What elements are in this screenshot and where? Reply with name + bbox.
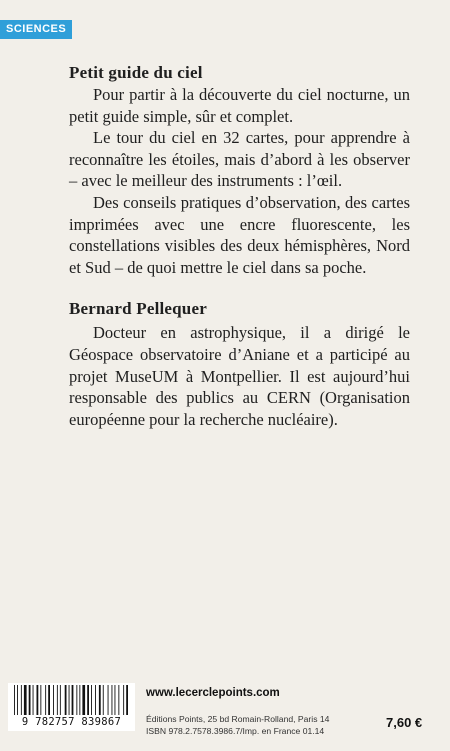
barcode-bar [91, 685, 92, 717]
barcode-bar [126, 685, 128, 717]
author-name-heading: Bernard Pellequer [69, 299, 207, 319]
isbn-line: ISBN 978.2.7578.3986.7/Imp. en France 01.14 [146, 726, 325, 736]
back-cover-footer [0, 683, 450, 751]
barcode-bar [118, 685, 119, 717]
barcode-bar [60, 685, 61, 717]
barcode-bar [45, 685, 46, 717]
barcode-bar [79, 685, 80, 717]
barcode-bar [99, 685, 101, 717]
publisher-info [146, 713, 329, 737]
author-bio-paragraph: Docteur en astrophysique, il a dirigé le Géospace observatoire d’Aniane et a participé au projet MuseUM à Montpellier. Il est aujourd’hui responsable des publics au CERN (Organisation européenne pour la recherche nucléaire). [69, 323, 410, 429]
barcode-bar [115, 685, 116, 717]
barcode-bar [65, 685, 67, 717]
price: 7,60 € [386, 715, 423, 730]
barcode-bar [103, 685, 104, 717]
barcode-bars [8, 683, 135, 717]
barcode-bar [123, 685, 124, 717]
barcode [8, 683, 135, 731]
barcode-bar [21, 685, 22, 717]
barcode-bar [17, 685, 18, 717]
barcode-bar [108, 685, 109, 717]
barcode-bar [33, 685, 34, 717]
barcode-bar [87, 685, 89, 717]
barcode-number: 9 782757 839867 [8, 715, 135, 729]
barcode-bar [29, 685, 31, 717]
book-title-heading: Petit guide du ciel [69, 63, 203, 82]
barcode-bar [40, 685, 41, 717]
barcode-bar [69, 685, 70, 717]
back-cover-text [69, 62, 410, 430]
description-paragraph: Des conseils pratiques d’observation, des cartes imprimées avec une encre fluorescente, les constellations visibles des deux hémisphères, Nord et Sud – de quoi mettre le ciel dans sa poche. [69, 192, 410, 277]
series-tag: SCIENCES [0, 20, 72, 39]
barcode-bar [112, 685, 113, 717]
publisher-website: www.lecerclepoints.com [146, 687, 280, 699]
barcode-bar [48, 685, 50, 717]
description-paragraph: Pour partir à la découverte du ciel nocturne, un petit guide simple, sûr et complet. [69, 85, 410, 126]
barcode-bar [76, 685, 77, 717]
barcode-bar [57, 685, 58, 717]
barcode-bar [37, 685, 39, 717]
barcode-bar [72, 685, 74, 717]
barcode-bar [53, 685, 54, 717]
barcode-bar [14, 685, 15, 717]
section-book-description [69, 62, 410, 278]
description-paragraph: Le tour du ciel en 32 cartes, pour apprendre à reconnaître les étoiles, mais d’abord à les observer – avec le meilleur des instruments : l’œil. [69, 128, 410, 191]
section-author-bio [69, 298, 410, 430]
barcode-bar [82, 685, 85, 717]
barcode-bar [24, 685, 27, 717]
barcode-bar [95, 685, 96, 717]
publisher-address: Éditions Points, 25 bd Romain-Rolland, Paris 14 [146, 714, 330, 724]
